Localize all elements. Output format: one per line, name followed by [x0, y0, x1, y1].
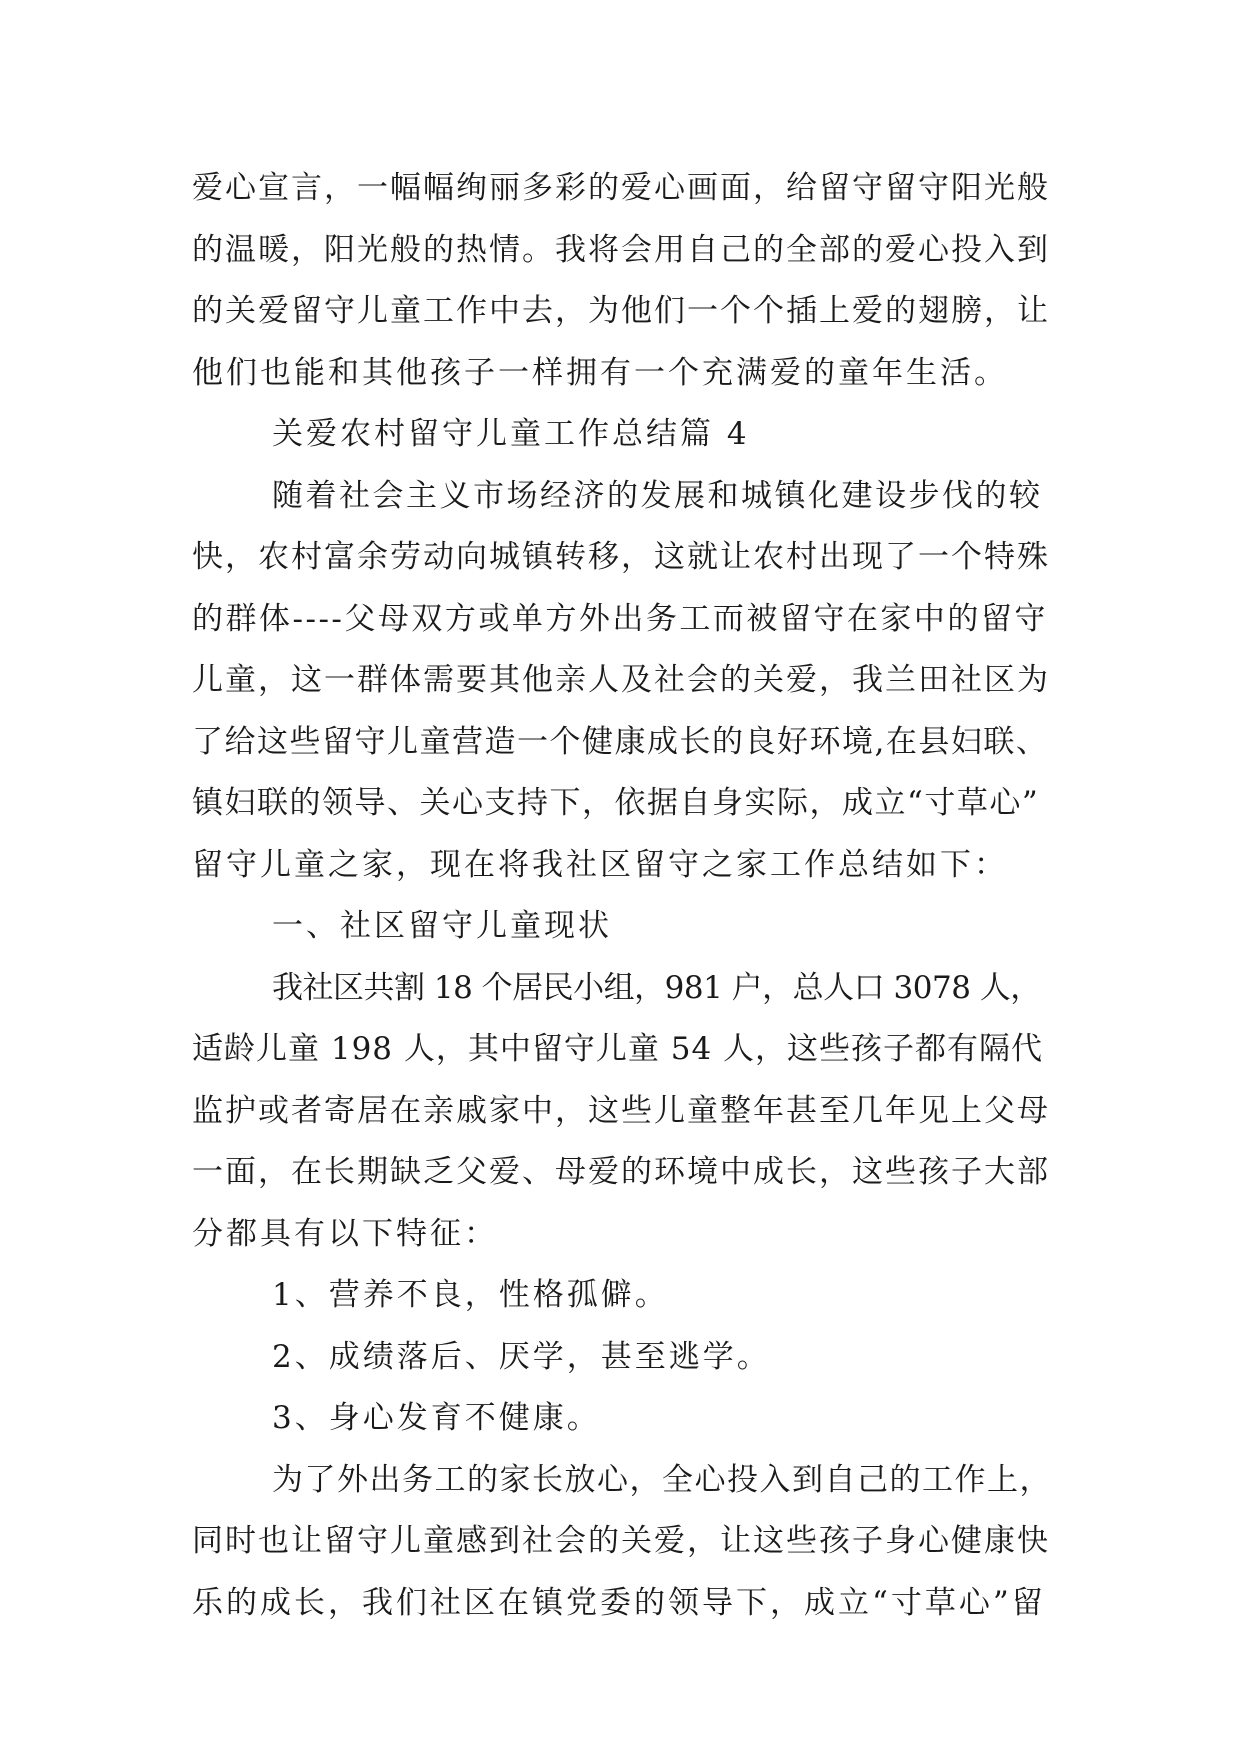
text-line: 一面，在长期缺乏父爱、母爱的环境中成长，这些孩子大部 — [192, 1154, 1050, 1190]
text-line: 我社区共割 18 个居民小组，981 户，总人口 3078 人， — [272, 969, 1041, 1006]
text-line: 留守儿童之家，现在将我社区留守之家工作总结如下： — [192, 846, 1008, 883]
list-item: 1、营养不良，性格孤僻。 — [272, 1277, 669, 1313]
text-line: 儿童，这一群体需要其他亲人及社会的关爱，我兰田社区为 — [192, 662, 1050, 698]
text-line: 随着社会主义市场经济的发展和城镇化建设步伐的较 — [272, 477, 1043, 514]
text-line: 分都具有以下特征： — [192, 1215, 498, 1252]
text-line: 同时也让留守儿童感到社会的关爱，让这些孩子身心健康快 — [192, 1523, 1050, 1559]
document-body — [192, 158, 1052, 1634]
text-line: 爱心宣言，一幅幅绚丽多彩的爱心画面，给留守留守阳光般 — [192, 170, 1050, 206]
text-line: 他们也能和其他孩子一样拥有一个充满爱的童年生活。 — [192, 354, 1008, 391]
text-line: 镇妇联的领导、关心支持下，依据自身实际，成立“寸草心” — [192, 785, 1040, 821]
text-line: 监护或者寄居在亲戚家中，这些儿童整年甚至几年见上父母 — [192, 1092, 1050, 1129]
section-heading: 关爱农村留守儿童工作总结篇 4 — [272, 416, 750, 452]
text-line: 为了外出务工的家长放心，全心投入到自己的工作上， — [272, 1461, 1052, 1498]
text-line: 乐的成长，我们社区在镇党委的领导下，成立“寸草心”留 — [192, 1584, 1046, 1621]
text-line: 适龄儿童 198 人，其中留守儿童 54 人，这些孩子都有隔代 — [192, 1031, 1044, 1067]
text-line: 的群体----父母双方或单方外出务工而被留守在家中的留守 — [192, 600, 1048, 637]
list-item: 3、身心发育不健康。 — [272, 1400, 601, 1436]
text-line: 快，农村富余劳动向城镇转移，这就让农村出现了一个特殊 — [192, 539, 1050, 575]
text-line: 的温暖，阳光般的热情。我将会用自己的全部的爱心投入到 — [192, 231, 1050, 268]
text-line: 的关爱留守儿童工作中去，为他们一个个插上爱的翅膀，让 — [192, 293, 1050, 329]
list-item: 2、成绩落后、厌学，甚至逃学。 — [272, 1338, 771, 1375]
subsection-heading: 一、社区留守儿童现状 — [272, 908, 612, 944]
text-line: 了给这些留守儿童营造一个健康成长的良好环境,在县妇联、 — [192, 723, 1049, 760]
